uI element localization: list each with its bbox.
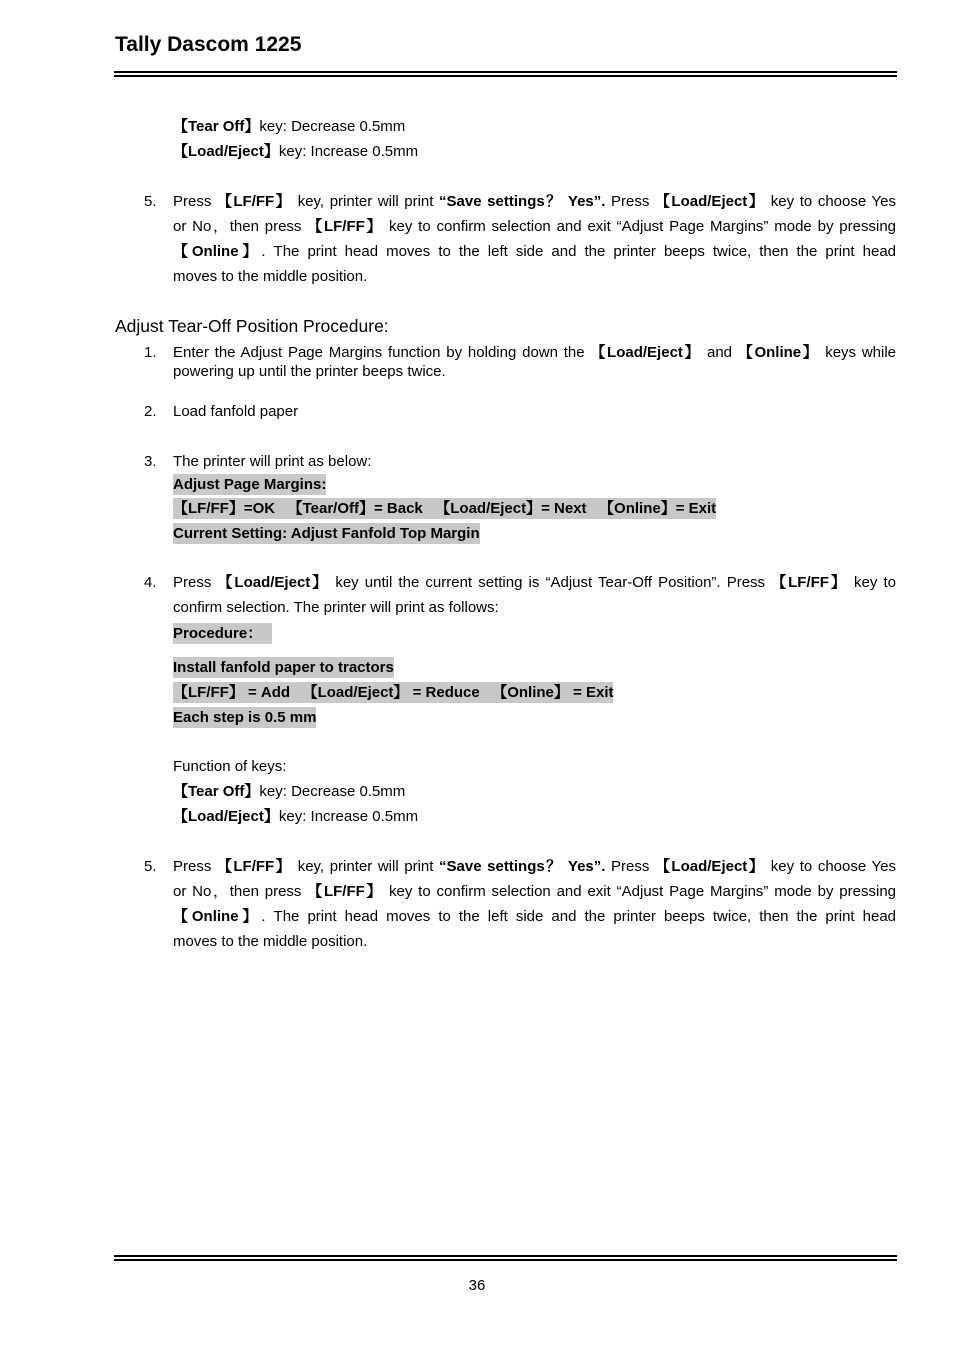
step-number: 4. [144,574,157,591]
printout-line: Install fanfold paper to tractors [173,659,394,676]
step-number: 3. [144,453,157,470]
step5a-line3: 【Online】. The print head moves to the left side and the printer beeps twice, then the print head [173,243,897,260]
step5a-line2: or No，then press 【LF/FF】 key to confirm selection and exit “Adjust Page Margins” mode by pressing [173,218,896,235]
step-number: 2. [144,403,157,420]
footer-rule-top [114,1255,897,1257]
key-item-tear-off: 【Tear Off】key: Decrease 0.5mm [173,783,406,800]
key-item-load-eject: 【Load/Eject】key: Increase 0.5mm [173,808,419,825]
key-item-tear-off: 【Tear Off】key: Decrease 0.5mm [173,118,406,135]
function-of-keys-label: Function of keys: [173,758,287,775]
printout-line: Current Setting: Adjust Fanfold Top Margin [173,525,480,542]
section-heading: Adjust Tear-Off Position Procedure: [115,316,389,336]
step4-line2: confirm selection. The printer will print as follows: [173,599,499,616]
key-item-load-eject: 【Load/Eject】key: Increase 0.5mm [173,143,419,160]
printout-line: Each step is 0.5 mm [173,709,317,726]
printout-line: 【LF/FF】=OK 【Tear/Off】= Back 【Load/Eject】= Next 【Online】= Exit [173,500,717,517]
printout-line: Adjust Page Margins: [173,476,327,493]
step1-line2: powering up until the printer beeps twice. [173,363,446,380]
header-rule-bottom [114,75,897,77]
step5a-line1: Press 【LF/FF】 key, printer will print “Save settings？ Yes”. Press 【Load/Eject】 key to choose Yes [173,193,897,210]
header-rule-top [114,71,897,73]
footer-rule-bottom [114,1259,897,1261]
step-number: 1. [144,344,157,361]
step5b-line2: or No，then press 【LF/FF】 key to confirm selection and exit “Adjust Page Margins” mode by pressing [173,883,896,900]
step4-line1: Press 【Load/Eject】 key until the current setting is “Adjust Tear-Off Position”. Press 【LF/FF】 key to [173,574,896,591]
step5a-line4: moves to the middle position. [173,268,368,285]
step-number: 5. [144,858,157,875]
step2-text: Load fanfold paper [173,403,299,420]
step1-line1: Enter the Adjust Page Margins function by holding down the 【Load/Eject】 and 【Online】 keys while [173,344,897,361]
printout-line: Procedure： [173,623,272,644]
step3-text: The printer will print as below: [173,453,372,470]
step5b-line4: moves to the middle position. [173,933,368,950]
step5b-line3: 【Online】. The print head moves to the left side and the printer beeps twice, then the print head [173,908,897,925]
page-title: Tally Dascom 1225 [115,33,302,56]
page-number: 36 [468,1277,486,1294]
step5b-line1: Press 【LF/FF】 key, printer will print “Save settings？ Yes”. Press 【Load/Eject】 key to choose Yes [173,858,897,875]
printout-line: 【LF/FF】 = Add 【Load/Eject】 = Reduce 【Online】 = Exit [173,684,614,701]
step-number: 5. [144,193,157,210]
